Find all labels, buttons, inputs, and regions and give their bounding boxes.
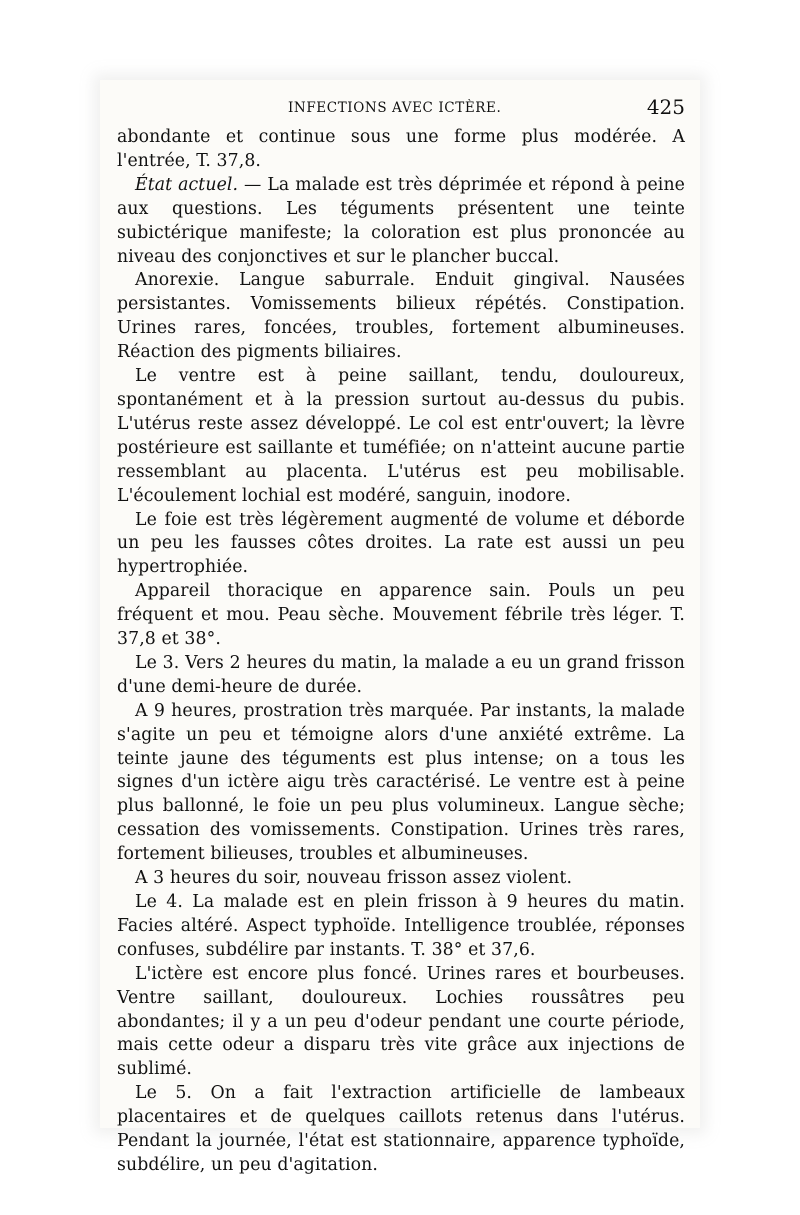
page-text-block	[117, 90, 685, 1178]
paragraph-text: A 9 heures, prostration très marquée. Par instants, la malade s'agite un peu et témoigne alors d'une anxiété extrême. La teinte jaune des téguments est plus intense; on a tous les signes d'un ictère aigu très caractérisé. Le ventre est à peine plus ballonné, le foie un peu plus volumineux. Langue sèche; cessation des vomissements. Constipation. Urines très rares, fortement bilieuses, troubles et albumineuses.	[117, 700, 685, 865]
paragraph	[117, 365, 685, 508]
paragraph-text: Le 4. La malade est en plein frisson à 9 heures du matin. Facies altéré. Aspect typhoïde. Intelligence troublée, réponses confuses, subdélire par instants. T. 38° et 37,6.	[117, 892, 685, 960]
paragraph-text: Le 5. On a fait l'extraction artificielle de lambeaux placentaires et de quelques caillots retenus dans l'utérus. Pendant la journée, l'état est stationnaire, apparence typhoïde, subdélire, un peu d'agitation.	[117, 1083, 685, 1175]
page-header	[117, 90, 685, 126]
paragraph-text: — La malade est très déprimée et répond à peine aux questions. Les téguments présentent une teinte subictérique manifeste; la coloration est plus prononcée au niveau des conjonctives et sur le plancher buccal.	[117, 174, 685, 267]
paragraph-text: Le foie est très légèrement augmenté de volume et déborde un peu les fausses côtes droites. La rate est aussi un peu hypertrophiée.	[117, 509, 685, 578]
paragraph-text: Le 3. Vers 2 heures du matin, la malade a eu un grand frisson d'une demi-heure de durée.	[117, 652, 685, 697]
paragraph	[117, 652, 685, 700]
paragraph	[117, 580, 685, 652]
body-text	[117, 126, 685, 1178]
paragraph-text: L'ictère est encore plus foncé. Urines rares et bourbeuses. Ventre saillant, douloureux. Lochies roussâtres peu abondantes; il y a un peu d'odeur pendant une courte période, mais cette odeur a disparu très vite grâce aux injections de sublimé.	[117, 963, 685, 1080]
paragraph-text: abondante et continue sous une forme plus modérée. A l'entrée, T. 37,8.	[117, 127, 685, 171]
paragraph	[117, 269, 685, 365]
paragraph	[117, 1082, 685, 1178]
paragraph-text: Appareil thoracique en apparence sain. Pouls un peu fréquent et mou. Peau sèche. Mouvement fébrile très léger. T. 37,8 et 38°.	[117, 581, 685, 650]
paragraph-text: Le ventre est à peine saillant, tendu, douloureux, spontanément et à la pression surtout au-dessus du pubis. L'utérus reste assez développé. Le col est entr'ouvert; la lèvre postérieure est saillante et tuméfiée; on n'atteint aucune partie ressemblant au placenta. L'utérus est peu mobilisable. L'écoulement lochial est modéré, sanguin, inodore.	[117, 366, 685, 506]
paragraph	[117, 126, 685, 174]
paragraph-text: Anorexie. Langue saburrale. Enduit gingival. Nausées persistantes. Vomissements bilieux répétés. Constipation. Urines rares, foncées, troubles, fortement albumineuses. Réaction des pigments biliaires.	[117, 270, 685, 363]
section-heading-italic: État actuel.	[135, 174, 239, 195]
paragraph	[117, 891, 685, 963]
paragraph	[117, 700, 685, 867]
paragraph-text: A 3 heures du soir, nouveau frisson assez violent.	[135, 868, 573, 889]
running-head: INFECTIONS AVEC ICTÈRE.	[288, 100, 502, 116]
paragraph	[117, 509, 685, 581]
paragraph	[117, 867, 685, 891]
paragraph	[117, 174, 685, 270]
page-number: 425	[646, 95, 685, 119]
paragraph	[117, 963, 685, 1083]
